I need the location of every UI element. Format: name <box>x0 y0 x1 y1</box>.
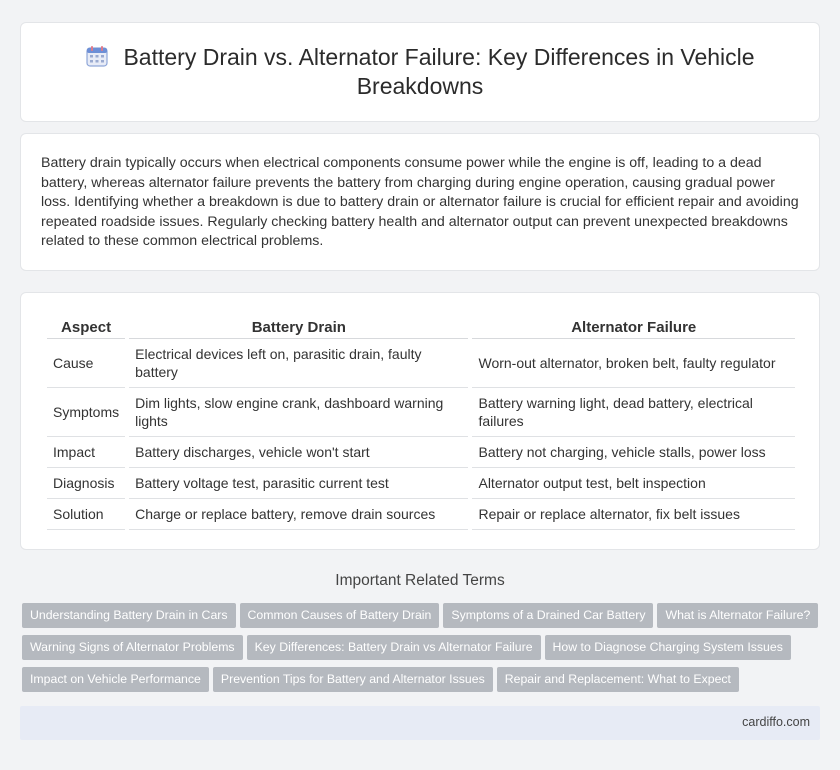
battery-drain-cell: Battery voltage test, parasitic current test <box>129 468 468 499</box>
tag-link[interactable]: What is Alternator Failure? <box>657 603 818 628</box>
header-alternator-failure: Alternator Failure <box>472 315 795 339</box>
header-card <box>20 22 820 122</box>
aspect-cell: Cause <box>47 339 125 388</box>
calendar-icon <box>85 44 109 68</box>
table-row <box>47 339 795 388</box>
summary-card <box>20 133 820 271</box>
comparison-table <box>43 315 799 530</box>
header-battery-drain: Battery Drain <box>129 315 468 339</box>
aspect-cell: Diagnosis <box>47 468 125 499</box>
related-terms-heading: Important Related Terms <box>335 572 505 589</box>
table-row <box>47 437 795 468</box>
tag-row <box>22 667 822 699</box>
table-row <box>47 468 795 499</box>
title-line-2: Breakdowns <box>356 73 484 99</box>
tag-link[interactable]: Prevention Tips for Battery and Alternator Issues <box>213 667 493 692</box>
tag-link[interactable]: Warning Signs of Alternator Problems <box>22 635 243 660</box>
battery-drain-cell: Battery discharges, vehicle won't start <box>129 437 468 468</box>
tag-row <box>22 603 822 635</box>
aspect-cell: Symptoms <box>47 388 125 437</box>
battery-drain-cell: Electrical devices left on, parasitic drain, faulty battery <box>129 339 468 388</box>
battery-drain-cell: Charge or replace battery, remove drain sources <box>129 499 468 530</box>
header-aspect: Aspect <box>47 315 125 339</box>
title-line-1: Battery Drain vs. Alternator Failure: Key Differences in Vehicle <box>123 44 755 70</box>
tag-link[interactable]: Understanding Battery Drain in Cars <box>22 603 236 628</box>
alternator-failure-cell: Worn-out alternator, broken belt, faulty regulator <box>472 339 795 388</box>
comparison-table-card <box>20 292 820 550</box>
tag-link[interactable]: Repair and Replacement: What to Expect <box>497 667 739 692</box>
alternator-failure-cell: Repair or replace alternator, fix belt issues <box>472 499 795 530</box>
footer-site-link[interactable]: cardiffo.com <box>742 715 810 729</box>
page-title <box>21 43 819 101</box>
battery-drain-cell: Dim lights, slow engine crank, dashboard warning lights <box>129 388 468 437</box>
alternator-failure-cell: Alternator output test, belt inspection <box>472 468 795 499</box>
tag-link[interactable]: Impact on Vehicle Performance <box>22 667 209 692</box>
aspect-cell: Impact <box>47 437 125 468</box>
summary-paragraph: Battery drain typically occurs when electrical components consume power while the engine is off, leading to a dead battery, whereas alternator failure prevents the battery from charging during engine operation, causing gradual power loss. Identifying whether a breakdown is due to battery drain or alternator failure is crucial for efficient repair and avoiding repeated roadside issues. Regularly checking battery health and alternator output can prevent unexpected breakdowns related to these common electrical problems. <box>41 155 799 250</box>
title-wrap <box>21 43 819 101</box>
alternator-failure-cell: Battery warning light, dead battery, electrical failures <box>472 388 795 437</box>
table-row <box>47 388 795 437</box>
alternator-failure-cell: Battery not charging, vehicle stalls, power loss <box>472 437 795 468</box>
tag-link[interactable]: Common Causes of Battery Drain <box>240 603 440 628</box>
tag-row <box>22 635 822 667</box>
aspect-cell: Solution <box>47 499 125 530</box>
tag-link[interactable]: How to Diagnose Charging System Issues <box>545 635 791 660</box>
footer-bar <box>20 706 820 740</box>
table-header-row <box>47 315 795 339</box>
related-terms-tags <box>22 603 822 699</box>
tag-link[interactable]: Symptoms of a Drained Car Battery <box>443 603 653 628</box>
tag-link[interactable]: Key Differences: Battery Drain vs Alternator Failure <box>247 635 541 660</box>
table-row <box>47 499 795 530</box>
